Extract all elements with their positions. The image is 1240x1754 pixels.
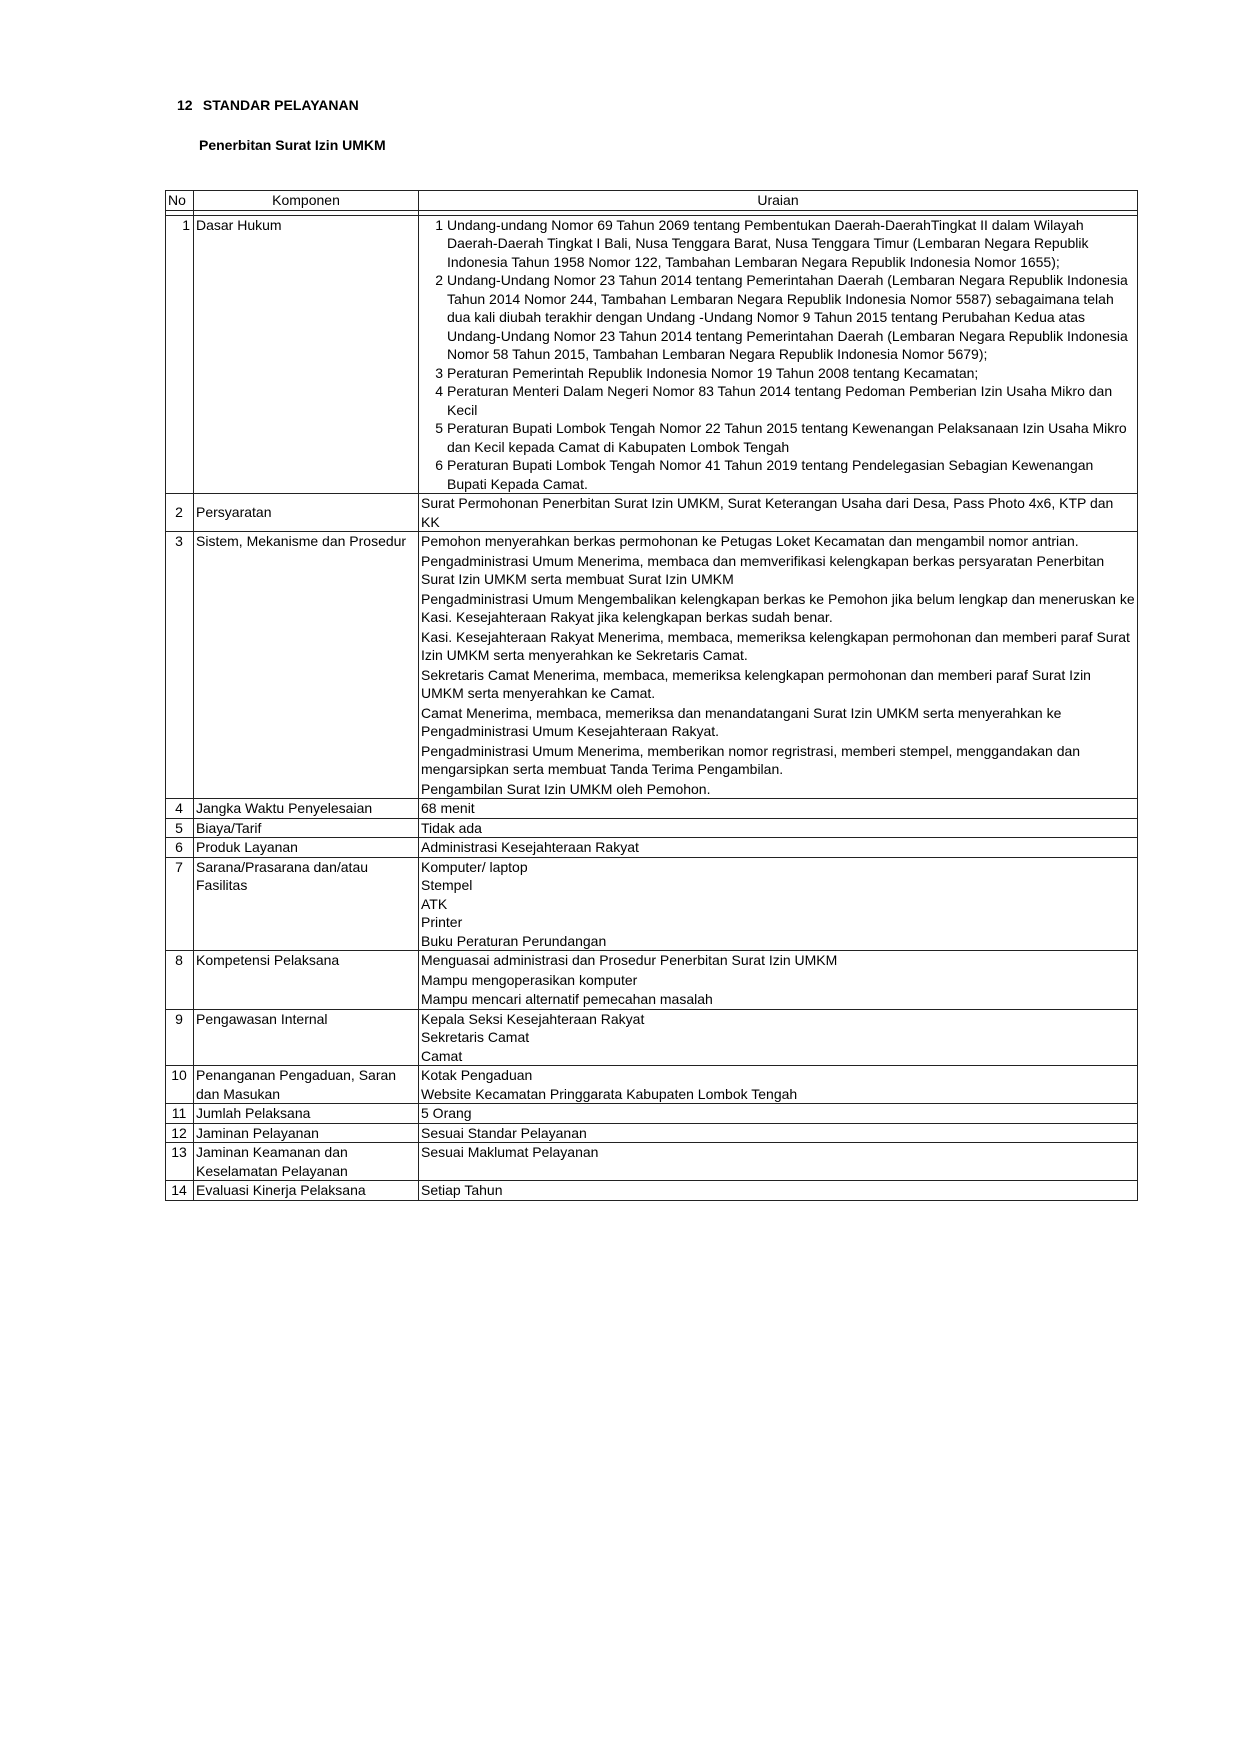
row-komponen: Jaminan Keamanan dan Keselamatan Pelayanan — [194, 1143, 419, 1181]
uraian-line: Sesuai Maklumat Pelayanan — [421, 1144, 599, 1160]
header-uraian: Uraian — [419, 191, 1138, 211]
table-row — [166, 1123, 1138, 1143]
uraian-line: Camat — [421, 1047, 463, 1064]
uraian-line: Kasi. Kesejahteraan Rakyat Menerima, membaca, memeriksa kelengkapan permohonan dan memberi paraf Surat Izin UMKM serta menyerahkan ke Sekretaris Camat. — [421, 628, 1130, 663]
row-number: 11 — [166, 1104, 194, 1124]
header-no: No — [166, 191, 194, 211]
row-uraian — [419, 857, 1138, 951]
section-number: 12 — [177, 97, 193, 113]
uraian-line: Kepala Seksi Kesejahteraan Rakyat — [421, 1010, 645, 1027]
row-komponen: Dasar Hukum — [194, 215, 419, 494]
uraian-line: Tidak ada — [421, 819, 482, 836]
row-uraian — [419, 1066, 1138, 1104]
table-row — [166, 1181, 1138, 1201]
row-komponen: Sarana/Prasarana dan/atau Fasilitas — [194, 857, 419, 951]
legal-basis-item — [421, 456, 1135, 493]
row-uraian — [419, 951, 1138, 1010]
uraian-line: Camat Menerima, membaca, memeriksa dan menandatangani Surat Izin UMKM serta menyerahkan ke Pengadministrasi Umum Kesejahteraan Rakyat. — [421, 704, 1062, 739]
row-komponen: Sistem, Mekanisme dan Prosedur — [194, 532, 419, 799]
item-number: 6 — [435, 457, 443, 473]
table-row — [166, 857, 1138, 951]
row-uraian — [419, 1143, 1138, 1181]
uraian-line: Mampu mencari alternatif pemecahan masalah — [421, 991, 713, 1007]
row-uraian — [419, 494, 1138, 532]
uraian-line: Pengambilan Surat Izin UMKM oleh Pemohon. — [421, 780, 711, 797]
row-uraian — [419, 799, 1138, 819]
legal-basis-item — [421, 364, 1135, 383]
item-number: 1 — [435, 216, 443, 233]
uraian-line: Mampu mengoperasikan komputer — [421, 971, 638, 988]
row-number: 13 — [166, 1143, 194, 1181]
uraian-line: 68 menit — [421, 800, 475, 816]
row-number: 14 — [166, 1181, 194, 1201]
item-number: 2 — [435, 272, 443, 288]
row-uraian — [419, 1123, 1138, 1143]
uraian-line: Stempel — [421, 877, 473, 893]
uraian-line: Pengadministrasi Umum Mengembalikan kelengkapan berkas ke Pemohon jika belum lengkap dan meneruskan ke Kasi. Kesejahteraan Rakyat jika kelengkapan berkas sudah benar. — [421, 590, 1135, 625]
table-row — [166, 1066, 1138, 1104]
item-text: Peraturan Pemerintah Republik Indonesia Nomor 19 Tahun 2008 tentang Kecamatan; — [447, 364, 979, 381]
row-komponen: Biaya/Tarif — [194, 818, 419, 838]
row-komponen: Kompetensi Pelaksana — [194, 951, 419, 1010]
row-number: 7 — [166, 857, 194, 951]
row-uraian — [419, 1181, 1138, 1201]
uraian-line: Sekretaris Camat — [421, 1029, 530, 1045]
row-uraian — [419, 215, 1138, 494]
row-number: 5 — [166, 818, 194, 838]
table-row — [166, 799, 1138, 819]
table-row — [166, 1143, 1138, 1181]
row-komponen: Jaminan Pelayanan — [194, 1123, 419, 1143]
table-body — [166, 215, 1138, 1200]
item-text: Undang-Undang Nomor 23 Tahun 2014 tentang Pemerintahan Daerah (Lembaran Negara Republik Indonesia Tahun 2014 Nomor 244, Tambahan Lembaran Negara Republik Indonesia Nomor 5587) sebagaimana telah dua kali diubah terakhir dengan Undang -Undang Nomor 9 Tahun 2015 tentang Perubahan Kedua atas Undang-Undang Nomor 23 Tahun 2014 tentang Pemerintahan Daerah (Lembaran Negara Republik Indonesia Nomor 58 Tahun 2015, Tambahan Lembaran Negara Republik Indonesia Nomor 5679); — [447, 272, 1128, 362]
uraian-line: Surat Permohonan Penerbitan Surat Izin UMKM, Surat Keterangan Usaha dari Desa, Pass Photo 4x6, KTP dan KK — [421, 495, 1114, 530]
row-number: 6 — [166, 838, 194, 858]
item-text: Peraturan Bupati Lombok Tengah Nomor 41 Tahun 2019 tentang Pendelegasian Sebagian Kewenangan Bupati Kepada Camat. — [447, 457, 1094, 492]
row-uraian — [419, 532, 1138, 799]
uraian-line: Kotak Pengaduan — [421, 1067, 533, 1083]
row-number: 10 — [166, 1066, 194, 1104]
table-row — [166, 1104, 1138, 1124]
table-row — [166, 494, 1138, 532]
row-number: 2 — [166, 494, 194, 532]
uraian-line: Komputer/ laptop — [421, 858, 528, 875]
uraian-line: Sesuai Standar Pelayanan — [421, 1124, 587, 1141]
table-row — [166, 1009, 1138, 1066]
item-text: Peraturan Menteri Dalam Negeri Nomor 83 Tahun 2014 tentang Pedoman Pemberian Izin Usaha Mikro dan Kecil — [447, 383, 1113, 418]
row-komponen: Pengawasan Internal — [194, 1009, 419, 1066]
row-uraian — [419, 838, 1138, 858]
legal-basis-item — [421, 216, 1135, 272]
uraian-line: Pengadministrasi Umum Menerima, memberikan nomor regristrasi, memberi stempel, menggandakan dan mengarsipkan serta membuat Tanda Terima Pengambilan. — [421, 742, 1081, 777]
row-uraian — [419, 818, 1138, 838]
uraian-line: ATK — [421, 895, 448, 912]
section-heading — [177, 97, 359, 113]
legal-basis-item — [421, 382, 1135, 419]
row-number: 1 — [166, 215, 194, 494]
row-komponen: Penanganan Pengaduan, Saran dan Masukan — [194, 1066, 419, 1104]
row-number: 9 — [166, 1009, 194, 1066]
table-header-row — [166, 191, 1138, 211]
row-number: 12 — [166, 1123, 194, 1143]
item-text: Peraturan Bupati Lombok Tengah Nomor 22 Tahun 2015 tentang Kewenangan Pelaksanaan Izin Usaha Mikro dan Kecil kepada Camat di Kabupaten Lombok Tengah — [447, 420, 1127, 455]
table-row — [166, 951, 1138, 1010]
header-komponen: Komponen — [194, 191, 419, 211]
uraian-line: Setiap Tahun — [421, 1182, 503, 1198]
uraian-line: Pemohon menyerahkan berkas permohonan ke Petugas Loket Kecamatan dan mengambil nomor antrian. — [421, 533, 1079, 549]
table-row — [166, 818, 1138, 838]
uraian-line: Sekretaris Camat Menerima, membaca, memeriksa kelengkapan permohonan dan memberi paraf Surat Izin UMKM serta menyerahkan ke Camat. — [421, 666, 1091, 701]
item-number: 4 — [435, 383, 443, 399]
uraian-line: Menguasai administrasi dan Prosedur Penerbitan Surat Izin UMKM — [421, 952, 838, 968]
uraian-line: Administrasi Kesejahteraan Rakyat — [421, 839, 639, 855]
table-row — [166, 838, 1138, 858]
section-title: STANDAR PELAYANAN — [202, 97, 359, 113]
uraian-line: Buku Peraturan Perundangan — [421, 932, 607, 949]
row-number: 8 — [166, 951, 194, 1010]
item-number: 3 — [435, 364, 443, 381]
row-komponen: Produk Layanan — [194, 838, 419, 858]
row-number: 3 — [166, 532, 194, 799]
uraian-line: Website Kecamatan Pringgarata Kabupaten Lombok Tengah — [421, 1085, 798, 1102]
row-number: 4 — [166, 799, 194, 819]
uraian-line: Pengadministrasi Umum Menerima, membaca dan memverifikasi kelengkapan berkas persyaratan Penerbitan Surat Izin UMKM serta membuat Surat Izin UMKM — [421, 552, 1105, 587]
row-komponen: Jangka Waktu Penyelesaian — [194, 799, 419, 819]
legal-basis-item — [421, 419, 1135, 456]
row-uraian — [419, 1104, 1138, 1124]
document-subtitle: Penerbitan Surat Izin UMKM — [199, 137, 386, 153]
row-uraian — [419, 1009, 1138, 1066]
service-standard-table — [165, 190, 1138, 1201]
row-komponen: Evaluasi Kinerja Pelaksana — [194, 1181, 419, 1201]
table-row — [166, 215, 1138, 494]
table-row — [166, 532, 1138, 799]
uraian-line: Printer — [421, 914, 463, 930]
item-text: Undang-undang Nomor 69 Tahun 2069 tentang Pembentukan Daerah-DaerahTingkat II dalam Wilayah Daerah-Daerah Tingkat I Bali, Nusa Tenggara Barat, Nusa Tenggara Timur (Lembaran Negara Republik Indonesia Tahun 1958 Nomor 122, Tambahan Lembaran Negara Republik Indonesia Nomor 1655); — [447, 216, 1089, 270]
item-number: 5 — [435, 420, 443, 436]
row-komponen: Jumlah Pelaksana — [194, 1104, 419, 1124]
legal-basis-item — [421, 271, 1135, 364]
uraian-line: 5 Orang — [421, 1105, 472, 1121]
row-komponen: Persyaratan — [194, 494, 419, 532]
